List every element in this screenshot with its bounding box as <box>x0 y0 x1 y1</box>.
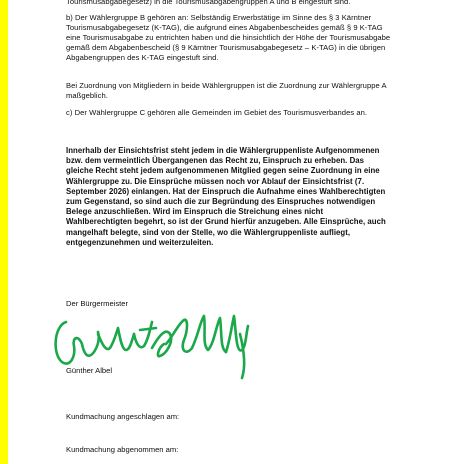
removed-date-label: Kundmachung abgenommen am: <box>66 445 179 454</box>
posted-date-label: Kundmachung angeschlagen am: <box>66 412 180 421</box>
signatory-role: Der Bürgermeister <box>66 299 129 308</box>
top-fragment: Tourismusabgabegesetz) in die Tourismusabgabengruppen A und B eingestuft sind. <box>66 0 351 6</box>
signatory-name: Günther Albel <box>66 366 113 375</box>
paragraph-b: b) Der Wählergruppe B gehören an: Selbständig Erwerbstätige im Sinne des § 3 Kärntner Tourismusabgabegesetz (K-TAG), die aufgrund eines Abgabenbescheides gemäß § 9 K-TAG eine Tourismusabgabe zu entrichten haben und die hinsichtlich der Höhe der Tourismusabgabe gemäß dem Abgabenbescheid (§ 9 Kärntner Tourismusabgabegesetz – K-TAG) in die übrigen Abgabengruppen des K-TAG eingestuft sind. <box>66 13 391 62</box>
paragraph-membership: Bei Zuordnung von Mitgliedern in beide Wählergruppen ist die Zuordnung zur Wählergruppe A maßgeblich. <box>66 81 387 100</box>
paragraph-c: c) Der Wählergruppe C gehören alle Gemeinden im Gebiet des Tourismusverbandes an. <box>66 108 368 117</box>
paragraph-objection: Innerhalb der Einsichtsfrist steht jedem in die Wählergruppenliste Aufgenommenen bzw. dem vermeintlich Übergangenen das Recht zu, Einspruch zu erheben. Das gleiche Recht steht jedem aufgenommenen Mitglied gegen seine Zuordnung in eine Wählergruppe zu. Die Einsprüche müssen noch vor Ablauf der Einsichtsfrist (7. September 2026) einlangen. Hat der Einspruch die Aufnahme eines Wahlberechtigten zum Gegenstand, so sind auch die zur Begründung des Einspruches notwendigen Belege anzuschließen. Wird im Einspruch die Streichung eines nicht Wahlberechtigten begehrt, so ist der Grund hierfür anzugeben. Alle Einsprüche, auch mangelhaft belegte, sind von der Stelle, wo die Wählergruppenliste aufliegt, entgegenzunehmen und weiterzuleiten. <box>66 146 386 247</box>
document-page <box>8 0 464 464</box>
